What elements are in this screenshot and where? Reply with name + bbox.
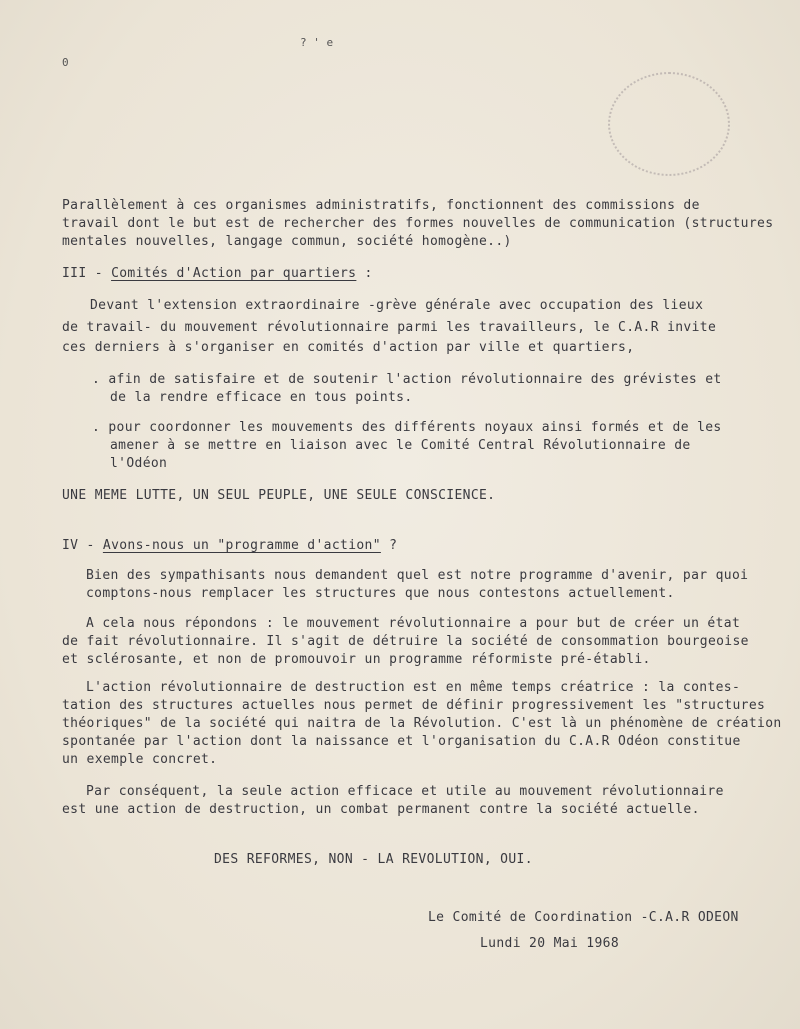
bullet2-line: l'Odéon <box>110 456 168 471</box>
intro-line: travail dont le but est de rechercher des formes nouvelles de communication (structures <box>62 216 774 231</box>
p2-line: et sclérosante, et non de promouvoir un programme réformiste pré-établi. <box>62 652 651 667</box>
section4-title: Avons-nous un "programme d'action" <box>102 538 381 553</box>
p1-line: Bien des sympathisants nous demandent quel est notre programme d'avenir, par quoi <box>86 568 749 583</box>
p3-line: tation des structures actuelles nous permet de définir progressivement les "structures <box>62 698 766 713</box>
corner-mark: 0 <box>62 56 69 69</box>
p2-line: A cela nous répondons : le mouvement révolutionnaire a pour but de créer un état <box>86 616 741 631</box>
bullet2-line: amener à se mettre en liaison avec le Comité Central Révolutionnaire de <box>110 438 691 453</box>
signature-date: Lundi 20 Mai 1968 <box>480 936 620 951</box>
section3-number: III - <box>62 266 112 281</box>
p1-line: comptons-nous remplacer les structures que nous contestons actuellement. <box>86 586 675 601</box>
section4-suffix: ? <box>380 538 398 553</box>
p4-line: est une action de destruction, un combat permanent contre la société actuelle. <box>62 802 700 817</box>
p2-line: de fait révolutionnaire. Il s'agit de détruire la société de consommation bourgeoise <box>62 634 749 649</box>
section4-number: IV - <box>62 538 103 553</box>
section3-suffix: : <box>356 266 373 281</box>
section3-line: de travail- du mouvement révolutionnaire parmi les travailleurs, le C.A.R invite <box>62 320 717 335</box>
faded-stamp <box>608 72 730 176</box>
section3-title: Comités d'Action par quartiers <box>111 266 357 281</box>
bullet1-line: . afin de satisfaire et de soutenir l'action révolutionnaire des grévistes et <box>92 372 722 387</box>
section4-slogan: DES REFORMES, NON - LA REVOLUTION, OUI. <box>214 852 533 867</box>
section3-slogan: UNE MEME LUTTE, UN SEUL PEUPLE, UNE SEULE CONSCIENCE. <box>62 488 496 503</box>
intro-line: mentales nouvelles, langage commun, société homogène..) <box>62 234 512 249</box>
section3-line: Devant l'extension extraordinaire -grève générale avec occupation des lieux <box>90 298 704 313</box>
p4-line: Par conséquent, la seule action efficace et utile au mouvement révolutionnaire <box>86 784 724 799</box>
p3-line: spontanée par l'action dont la naissance et l'organisation du C.A.R Odéon constitue <box>62 734 741 749</box>
bullet2-line: . pour coordonner les mouvements des différents noyaux ainsi formés et de les <box>92 420 722 435</box>
signature-org: Le Comité de Coordination -C.A.R ODEON <box>428 910 739 925</box>
header-mark: ? ' e <box>300 36 334 49</box>
intro-line: Parallèlement à ces organismes administratifs, fonctionnent des commissions de <box>62 198 700 213</box>
p3-line: un exemple concret. <box>62 752 218 767</box>
section4-heading <box>62 538 397 553</box>
p3-line: théoriques" de la société qui naitra de la Révolution. C'est là un phénomène de création <box>62 716 782 731</box>
bullet1-line: de la rendre efficace en tous points. <box>110 390 413 405</box>
section3-heading <box>62 266 373 281</box>
p3-line: L'action révolutionnaire de destruction est en même temps créatrice : la contes- <box>86 680 741 695</box>
section3-line: ces derniers à s'organiser en comités d'action par ville et quartiers, <box>62 340 635 355</box>
